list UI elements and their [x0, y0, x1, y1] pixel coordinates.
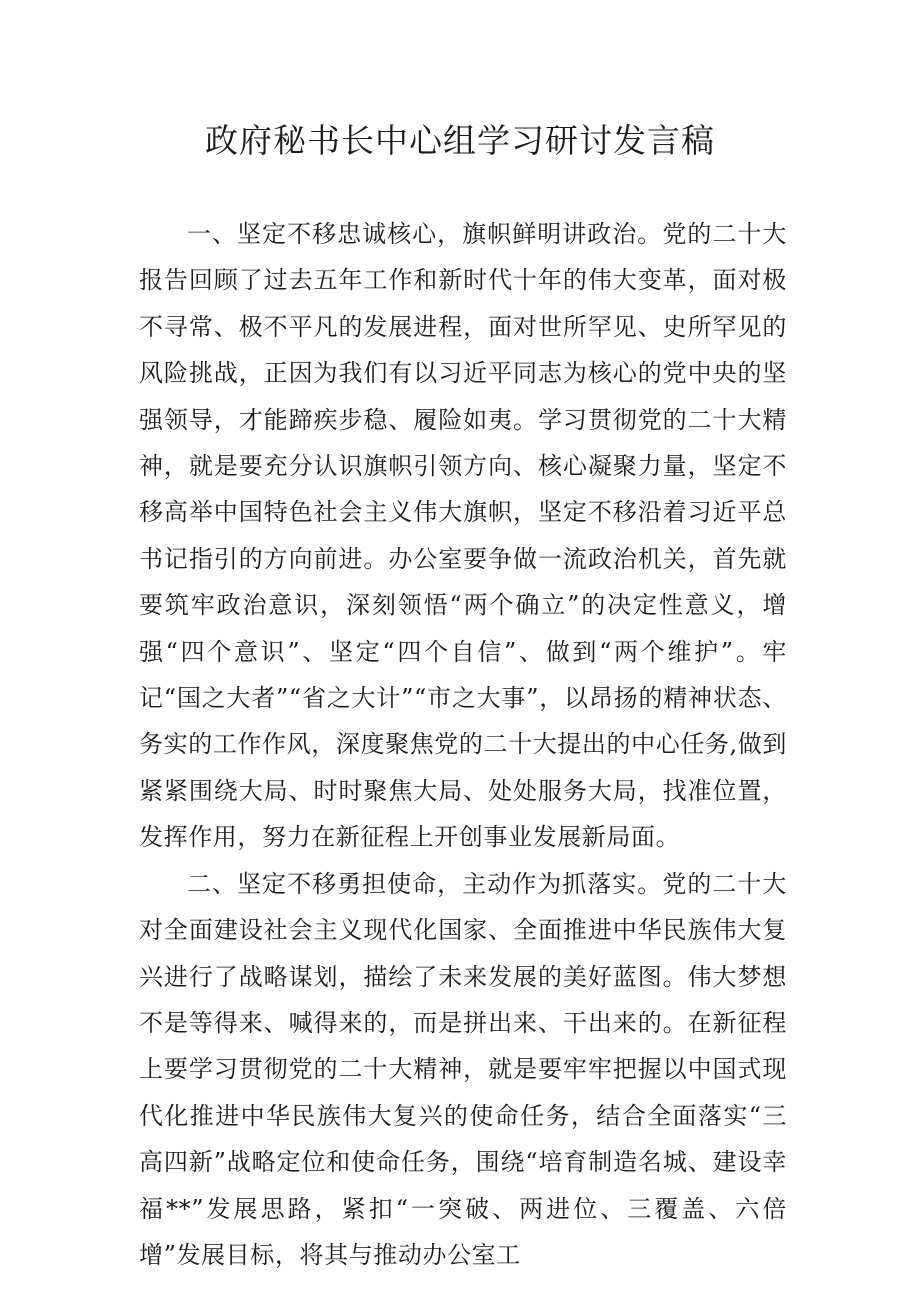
paragraph-1: 一、坚定不移忠诚核心，旗帜鲜明讲政治。党的二十大报告回顾了过去五年工作和新时代十年的伟大变革，面对极不寻常、极不平凡的发展进程，面对世所罕见、史所罕见的风险挑战，正因为我们有以习近平同志为核心的党中央的坚强领导，才能蹄疾步稳、履险如夷。学习贯彻党的二十大精神，就是要充分认识旗帜引领方向、核心凝聚力量，坚定不移高举中国特色社会主义伟大旗帜，坚定不移沿着习近平总书记指引的方向前进。办公室要争做一流政治机关，首先就要筑牢政治意识，深刻领悟“两个确立”的决定性意义，增强“四个意识”、坚定“四个自信”、做到“两个维护”。牢记“国之大者”“省之大计”“市之大事”，以昂扬的精神状态、务实的工作作风，深度聚焦党的二十大提出的中心任务,做到紧紧围绕大局、时时聚焦大局、处处服务大局，找准位置，发挥作用，努力在新征程上开创事业发展新局面。: [139, 220, 787, 852]
document-title: 政府秘书长中心组学习研讨发言稿: [205, 121, 715, 160]
document-body: [139, 211, 787, 1278]
paragraph-2: 二、坚定不移勇担使命，主动作为抓落实。党的二十大对全面建设社会主义现代化国家、全面推进中华民族伟大复兴进行了战略谋划，描绘了未来发展的美好蓝图。伟大梦想不是等得来、喊得来的，而是拼出来、干出来的。在新征程上要学习贯彻党的二十大精神，就是要牢牢把握以中国式现代化推进中华民族伟大复兴的使命任务，结合全面落实“三高四新”战略定位和使命任务，围绕“培育制造名城、建设幸福**”发展思路，紧扣“一突破、两进位、三覆盖、六倍增”发展目标，将其与推动办公室工: [139, 869, 787, 1269]
